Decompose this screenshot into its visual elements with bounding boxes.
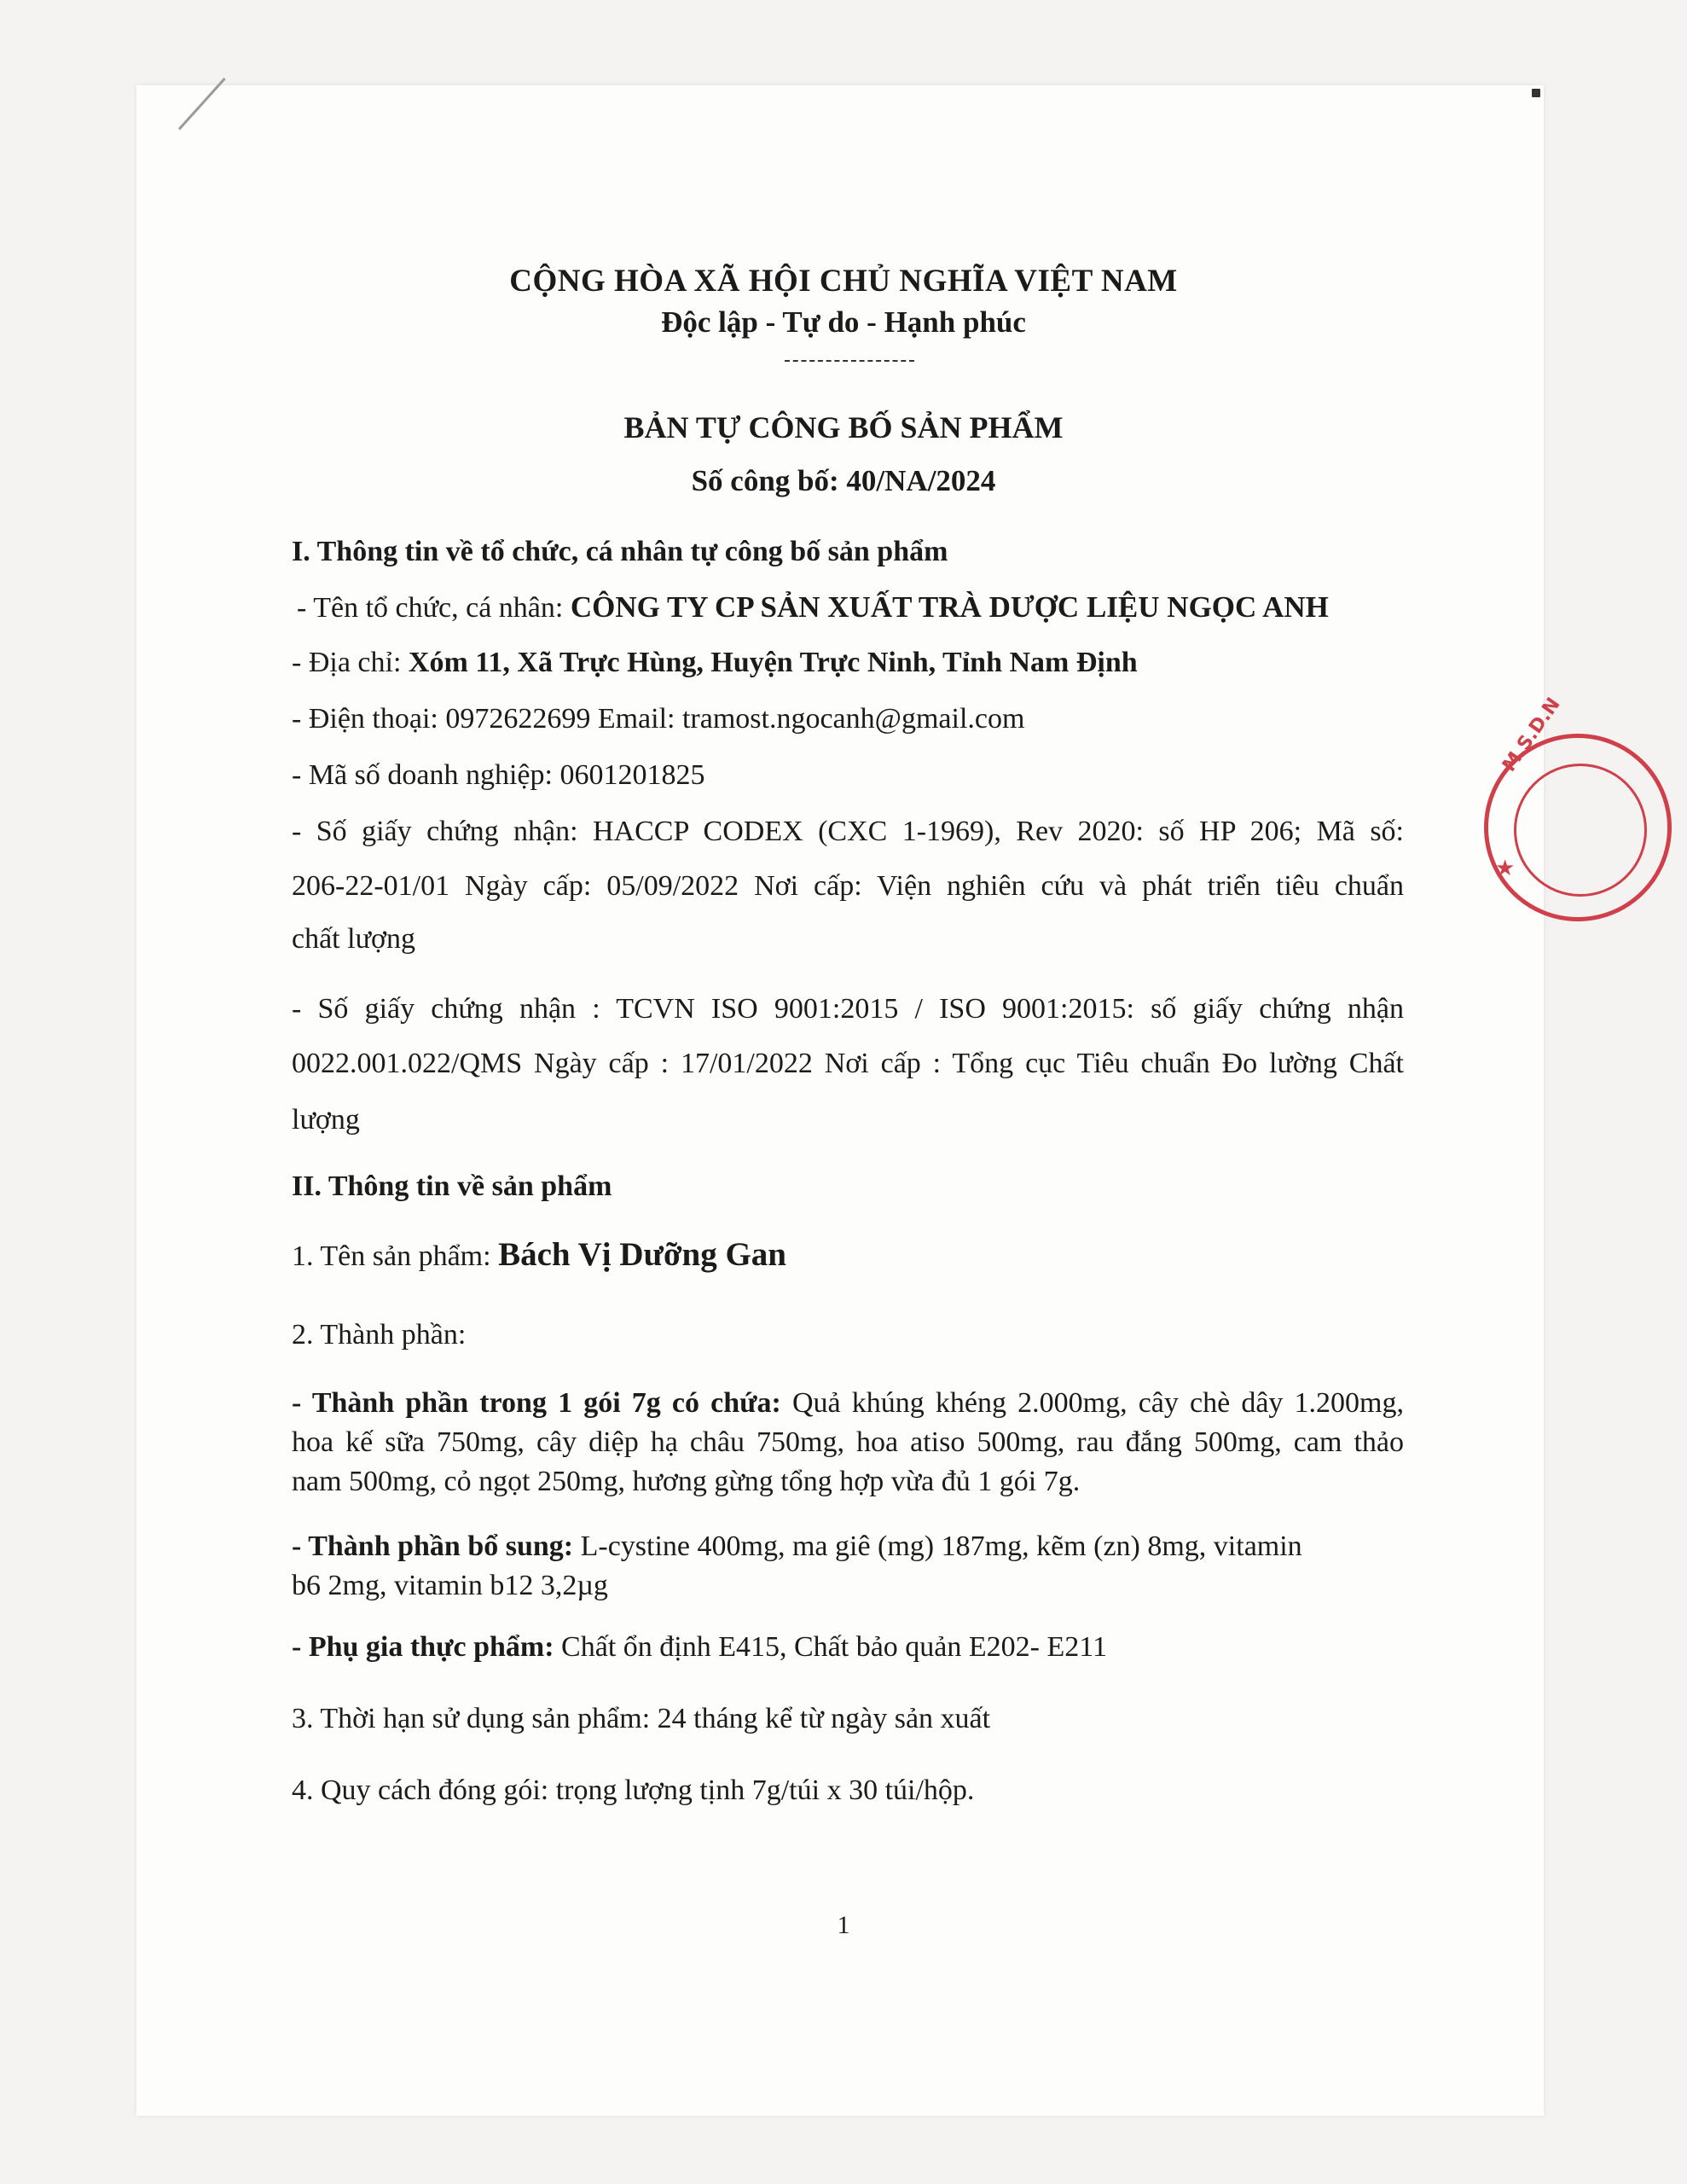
- additive-value: Chất ổn định E415, Chất bảo quản E202- E211: [554, 1631, 1107, 1663]
- document-number: Số công bố: 40/NA/2024: [691, 464, 996, 497]
- contact-line: - Điện thoại: 0972622699 Email: tramost.ngocanh@gmail.com: [292, 703, 1025, 735]
- ingredients-heading: 2. Thành phần:: [292, 1319, 467, 1350]
- supplement-line-1: - Thành phần bổ sung: L-cystine 400mg, ma giê (mg) 187mg, kẽm (zn) 8mg, vitamin: [292, 1531, 1302, 1562]
- main-ingredients-line-1: - Thành phần trong 1 gói 7g có chứa: Quả khúng khéng 2.000mg, cây chè dây 1.200mg,: [292, 1387, 1404, 1419]
- scan-mark-dot: [1532, 89, 1540, 97]
- document-title: BẢN TỰ CÔNG BỐ SẢN PHẨM: [623, 410, 1064, 444]
- organization-line: [297, 590, 1329, 624]
- seal-star-icon: ★: [1495, 856, 1516, 881]
- address-value: Xóm 11, Xã Trực Hùng, Huyện Trực Ninh, Tỉnh Nam Định: [408, 647, 1138, 678]
- address-line: [292, 647, 1138, 679]
- product-name: Bách Vị Dưỡng Gan: [498, 1236, 786, 1273]
- national-motto: Độc lập - Tự do - Hạnh phúc: [661, 305, 1026, 339]
- document-page: [136, 85, 1544, 2116]
- main-ingredients-label: - Thành phần trong 1 gói 7g có chứa:: [292, 1387, 781, 1419]
- supplement-line-2: b6 2mg, vitamin b12 3,2µg: [292, 1570, 608, 1601]
- iso-cert-line-2: 0022.001.022/QMS Ngày cấp : 17/01/2022 Nơi cấp : Tổng cục Tiêu chuẩn Đo lường Chất: [292, 1048, 1404, 1079]
- organization-name: CÔNG TY CP SẢN XUẤT TRÀ DƯỢC LIỆU NGỌC ANH: [570, 590, 1329, 624]
- organization-label: - Tên tổ chức, cá nhân:: [297, 592, 571, 624]
- seal-inner-ring: [1514, 764, 1647, 897]
- product-name-label: 1. Tên sản phẩm:: [292, 1240, 499, 1272]
- company-seal-stamp: [1484, 694, 1672, 921]
- haccp-cert-line-2: 206-22-01/01 Ngày cấp: 05/09/2022 Nơi cấp: Viện nghiên cứu và phát triển tiêu chuẩn: [292, 870, 1404, 902]
- additive-label: - Phụ gia thực phẩm:: [292, 1631, 554, 1663]
- section-2-heading: II. Thông tin về sản phẩm: [292, 1170, 612, 1202]
- packaging-line: 4. Quy cách đóng gói: trọng lượng tịnh 7g/túi x 30 túi/hộp.: [292, 1774, 975, 1806]
- iso-cert-line-1: - Số giấy chứng nhận : TCVN ISO 9001:2015 / ISO 9001:2015: số giấy chứng nhận: [292, 993, 1404, 1025]
- main-ingredients-line-3: nam 500mg, cỏ ngọt 250mg, hương gừng tổng hợp vừa đủ 1 gói 7g.: [292, 1466, 1081, 1497]
- additive-line: [292, 1631, 1107, 1664]
- iso-cert-line-3: lượng: [292, 1104, 360, 1136]
- header-divider: [785, 360, 914, 362]
- main-ingredients-line-2: hoa kế sữa 750mg, cây diệp hạ châu 750mg, hoa atiso 500mg, rau đắng 500mg, cam thảo: [292, 1426, 1404, 1458]
- seal-text: M.S.D.N: [1499, 694, 1565, 776]
- supplement-label: - Thành phần bổ sung:: [292, 1531, 574, 1562]
- shelf-life-line: 3. Thời hạn sử dụng sản phẩm: 24 tháng kể từ ngày sản xuất: [292, 1703, 991, 1734]
- haccp-cert-line-1: - Số giấy chứng nhận: HACCP CODEX (CXC 1-1969), Rev 2020: số HP 206; Mã số:: [292, 816, 1404, 847]
- product-name-line: [292, 1235, 786, 1274]
- national-title: CỘNG HÒA XÃ HỘI CHỦ NGHĨA VIỆT NAM: [509, 264, 1178, 299]
- address-label: - Địa chỉ:: [292, 647, 409, 678]
- section-1-heading: I. Thông tin về tổ chức, cá nhân tự công bố sản phẩm: [292, 536, 948, 567]
- business-code-line: - Mã số doanh nghiệp: 0601201825: [292, 759, 705, 791]
- page-number: 1: [837, 1911, 850, 1939]
- haccp-cert-line-3: chất lượng: [292, 923, 415, 955]
